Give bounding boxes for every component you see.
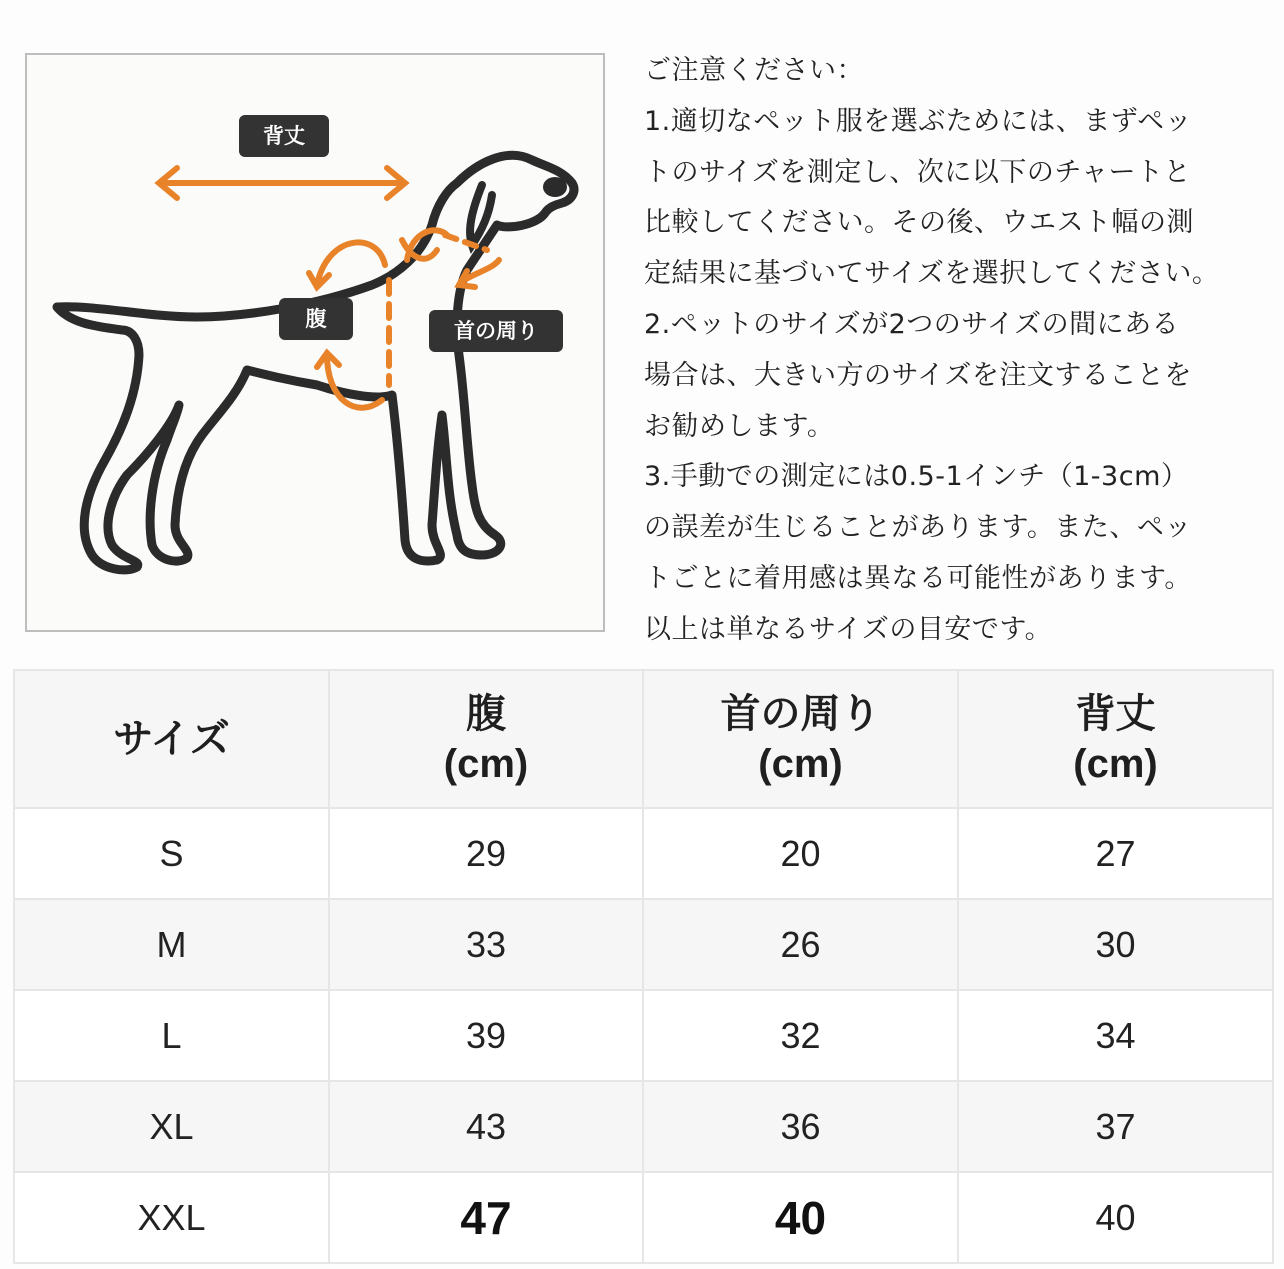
header-size: サイズ	[14, 670, 329, 808]
table-row	[14, 1081, 1273, 1172]
note-line: トのサイズを測定し、次に以下のチャートと	[644, 156, 1192, 188]
table-row	[14, 990, 1273, 1081]
cell-size: XL	[14, 1081, 329, 1172]
cell-size: L	[14, 990, 329, 1081]
cell-back: 37	[958, 1081, 1273, 1172]
size-notes	[644, 46, 1280, 656]
note-line: 場合は、大きい方のサイズを注文することを	[644, 359, 1192, 391]
table-header-row	[14, 670, 1273, 808]
cell-back: 27	[958, 808, 1273, 899]
table-row	[14, 808, 1273, 899]
cell-size: XXL	[14, 1172, 329, 1263]
note-line: ご注意ください：	[644, 55, 864, 86]
note-line: 比較してください。その後、ウエスト幅の測	[644, 207, 1194, 239]
header-belly: 腹 (cm)	[329, 670, 643, 808]
cell-belly: 43	[329, 1081, 643, 1172]
back-length-label: 背丈	[239, 115, 329, 157]
cell-neck: 20	[643, 808, 958, 899]
note-line: 3.手動での測定には0.5-1インチ（1-3cm）	[644, 461, 1189, 493]
cell-back: 30	[958, 899, 1273, 990]
cell-belly: 33	[329, 899, 643, 990]
cell-size: S	[14, 808, 329, 899]
dog-silhouette	[57, 155, 574, 570]
cell-belly: 29	[329, 808, 643, 899]
cell-back: 40	[958, 1172, 1273, 1263]
note-line: 定結果に基づいてサイズを選択してください。	[644, 258, 1220, 290]
cell-size: M	[14, 899, 329, 990]
cell-back: 34	[958, 990, 1273, 1081]
cell-neck: 26	[643, 899, 958, 990]
back-length-arrow	[159, 168, 405, 198]
note-line: お勧めします。	[644, 410, 835, 442]
dog-nose	[543, 177, 567, 197]
table-row	[14, 899, 1273, 990]
header-neck: 首の周り (cm)	[643, 670, 958, 808]
note-line: 2.ペットのサイズが2つのサイズの間にある	[644, 308, 1180, 340]
note-line: 以上は単なるサイズの目安です。	[644, 613, 1053, 645]
note-line: の誤差が生じることがあります。また、ペッ	[644, 512, 1192, 544]
cell-neck: 36	[643, 1081, 958, 1172]
cell-neck: 32	[643, 990, 958, 1081]
belly-label: 腹	[279, 298, 353, 340]
cell-belly: 39	[329, 990, 643, 1081]
table-row	[14, 1172, 1273, 1263]
cell-neck: 40	[643, 1172, 958, 1263]
cell-belly: 47	[329, 1172, 643, 1263]
header-back: 背丈 (cm)	[958, 670, 1273, 808]
note-line: トごとに着用感は異なる可能性があります。	[644, 562, 1192, 594]
dog-measurement-diagram	[25, 53, 605, 632]
size-chart-table	[13, 669, 1274, 1264]
neck-label: 首の周り	[429, 310, 563, 352]
note-line: 1.適切なペット服を選ぶためには、まずペッ	[644, 105, 1193, 137]
